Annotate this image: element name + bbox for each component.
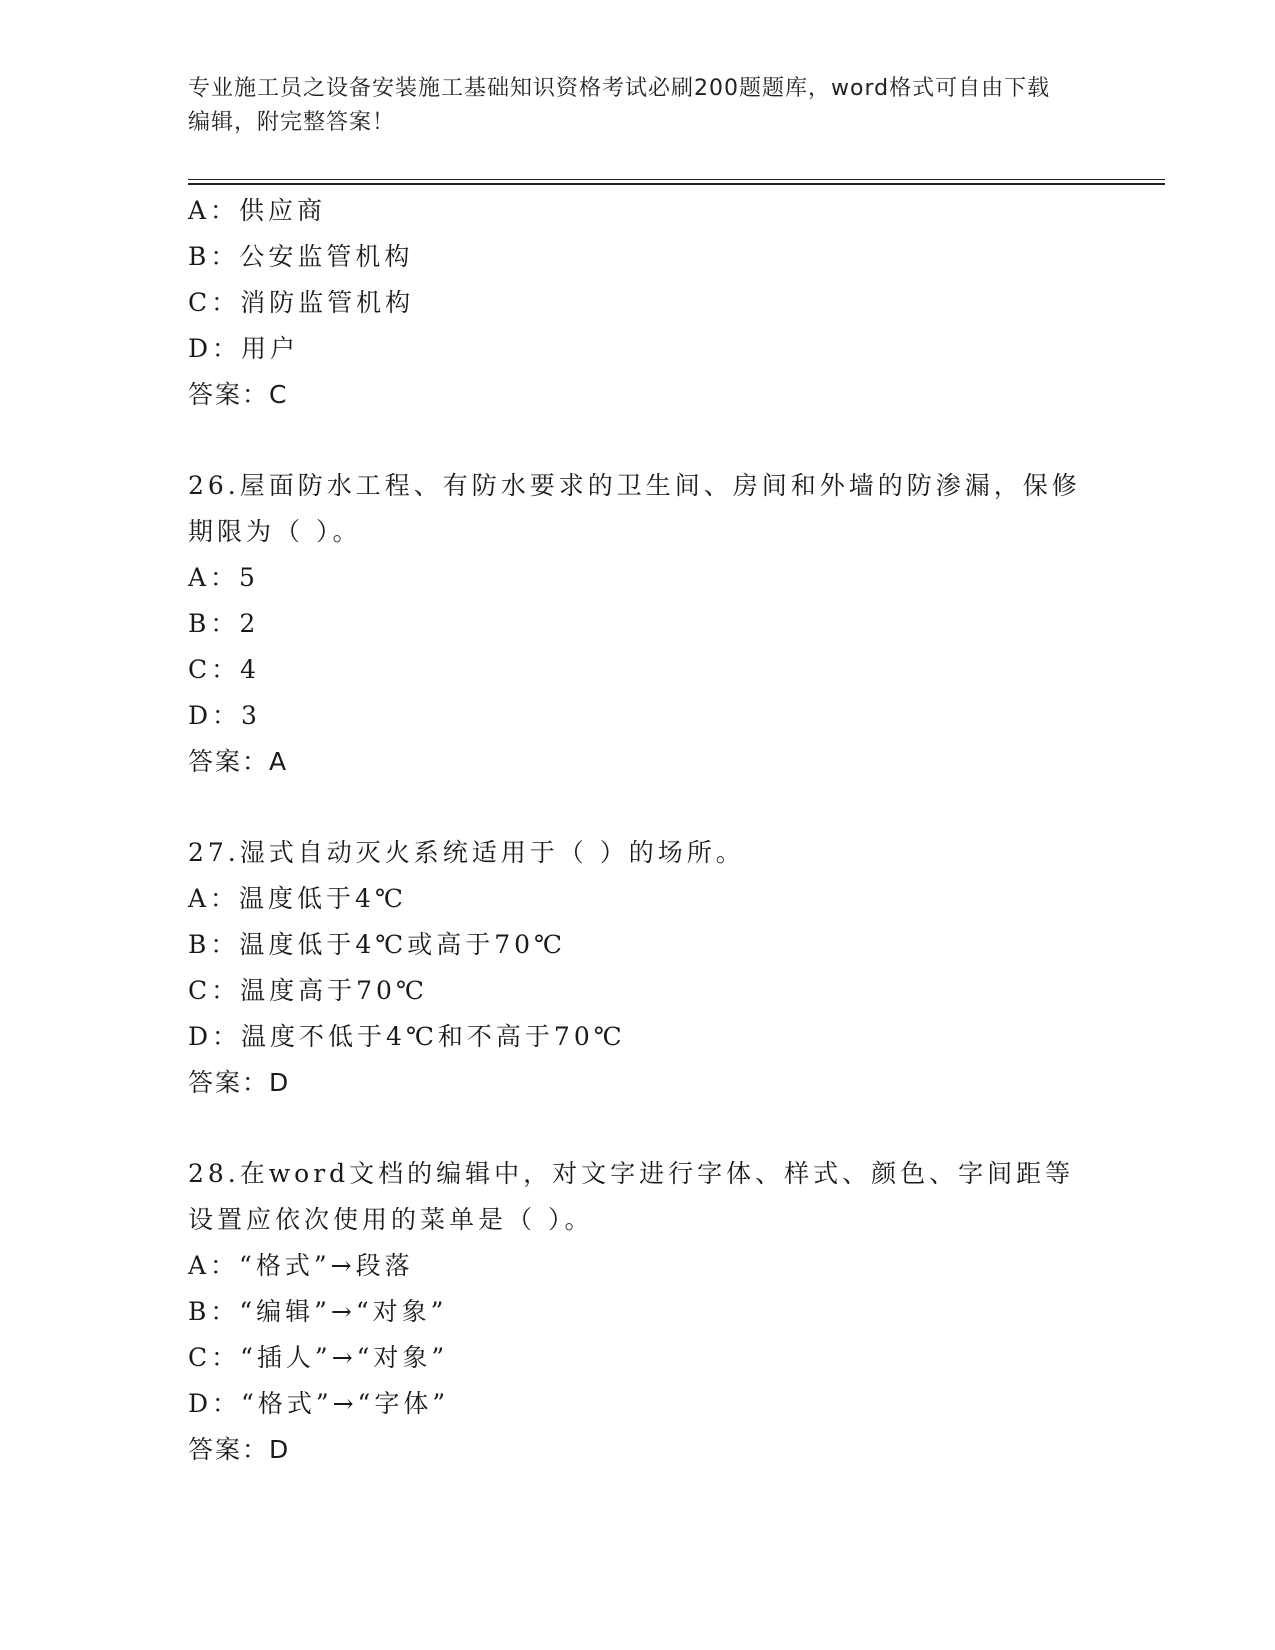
option-c: C：“插人”→“对象”: [188, 1343, 449, 1372]
option-a: A：5: [188, 563, 259, 592]
question-text: 27.湿式自动灭火系统适用于（ ）的场所。: [188, 838, 745, 867]
option-d: D：温度不低于4℃和不高于70℃: [188, 1022, 626, 1051]
question-text: 28.在word文档的编辑中，对文字进行字体、样式、颜色、字间距等设置应依次使用的菜单是（ ）。: [188, 1159, 1075, 1234]
header-divider-thin: [188, 179, 1165, 180]
option-b: B：2: [188, 609, 260, 638]
document-header: 专业施工员之设备安装施工基础知识资格考试必刷200题题库，word格式可自由下载编辑，附完整答案！: [188, 76, 1051, 135]
option-b: B：公安监管机构: [188, 242, 414, 271]
question-block: [188, 463, 1088, 785]
option-b: B：温度低于4℃或高于70℃: [188, 930, 567, 959]
question-block: [188, 830, 1088, 1106]
option-d: D：“格式”→“字体”: [188, 1389, 450, 1418]
option-a: A：供应商: [188, 196, 327, 225]
question-list: [188, 188, 1088, 1473]
question-text: 26.屋面防水工程、有防水要求的卫生间、房间和外墙的防渗漏，保修期限为（ ）。: [188, 471, 1081, 546]
question-block: [188, 1151, 1088, 1473]
answer: 答案：D: [188, 1068, 291, 1097]
header-divider-thick: [188, 183, 1165, 185]
answer: 答案：C: [188, 380, 289, 409]
option-a: A：温度低于4℃: [188, 884, 407, 913]
option-c: C：4: [188, 655, 261, 684]
answer: 答案：D: [188, 1435, 291, 1464]
option-d: D：用户: [188, 334, 300, 363]
option-a: A：“格式”→段落: [188, 1251, 414, 1280]
option-c: C：消防监管机构: [188, 288, 415, 317]
option-b: B：“编辑”→“对象”: [188, 1297, 448, 1326]
option-d: D：3: [188, 701, 261, 730]
answer: 答案：A: [188, 747, 289, 776]
question-block: [188, 188, 1088, 418]
option-c: C：温度高于70℃: [188, 976, 428, 1005]
